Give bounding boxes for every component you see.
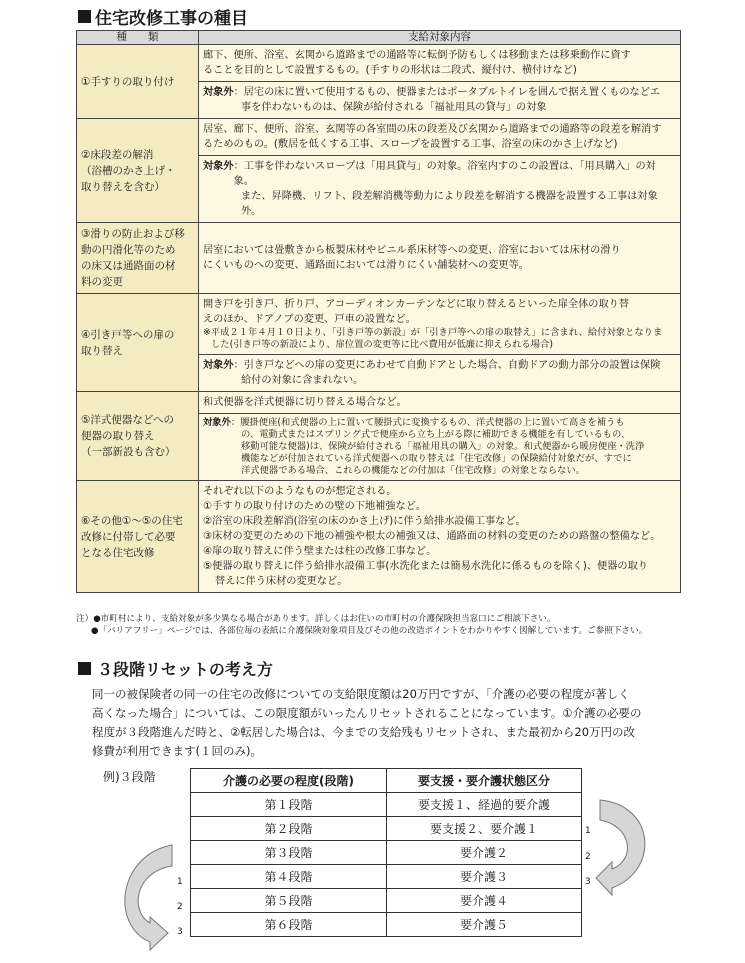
content-line: るためのもの。(敷居を低くする工事、スロープを設置する工事、浴室の床のかさ上げなど): [203, 139, 618, 150]
level-cell: 第１段階: [191, 793, 387, 817]
classification-cell: 要介護５: [387, 913, 582, 937]
category-label: （一部新設も含む）: [81, 446, 176, 458]
exclusion-line: 機能などが付加されている洋式便器への取り替えは「住宅改修」の保険給付対象だが、すでに: [241, 453, 632, 464]
exclusion-line: ：腰掛便座(和式便器の上に置いて腰掛式に変換するもの、洋式便器の上に置いて高さを補うも: [230, 417, 625, 428]
level-cell: 第２段階: [191, 817, 387, 841]
category-label: ③滑りの防止および移: [81, 228, 185, 240]
content-line: ることを目的として設置するもの。(手すりの形状は二段式、縦付け、横付けなど): [203, 65, 577, 76]
level-cell: 第４段階: [191, 865, 387, 889]
step-number: 2: [177, 902, 183, 912]
exclusion-label: 対象外: [203, 161, 234, 172]
content-note: した(引き戸等の新設により、扉位置の変更等に比べ費用が低廉に抑えられる場合): [211, 339, 553, 350]
classification-cell: 要介護２: [387, 841, 582, 865]
content-line: 和式便器を洋式便器に切り替える場合など。: [203, 397, 407, 408]
category-label: 料の変更: [81, 276, 123, 288]
content-line: ①手すりの取り付けのための壁の下地補強など。: [203, 501, 427, 512]
content-line: 廊下、便所、浴室、玄関から道路までの通路等に転倒予防もしくは移動または移乗動作に資す: [203, 50, 631, 61]
content-line: ④扉の取り替えに伴う壁または柱の改修工事など。: [203, 546, 437, 557]
exclusion-line: の、電動式またはスプリング式で便座から立ち上がる際に補助できる機能を有しているもの、: [241, 429, 631, 440]
category-label: ④引き戸等への扉の: [81, 328, 175, 341]
category-label: 取り替え: [81, 344, 123, 357]
content-note: ※平成２１年４月１０日より、「引き戸等の新設」が「引き戸等への扉の取替え」に含まれ、給付対象となりま: [203, 327, 663, 338]
paragraph-line: 修費が利用できます(１回のみ)。: [92, 744, 262, 758]
exclusion-line: 事を伴わないものは、保険が給付される「福祉用具の貸与」の対象: [241, 102, 547, 113]
header-content: 支給対象内容: [199, 31, 681, 45]
content-line: 居室、廊下、便所、浴室、玄関等の各室間の床の段差及び玄関から道路までの通路等の段差を解消す: [203, 124, 662, 135]
step-number: 3: [177, 927, 183, 937]
exclusion-line: また、昇降機、リフト、段差解消機等動力により段差を解消する機器を設置する工事は対象外。: [241, 191, 658, 217]
section-title-text: 住宅改修工事の種目: [95, 9, 248, 29]
curved-arrow-right-icon: [596, 800, 645, 895]
content-line: それぞれ以下のようなものが想定される。: [203, 486, 397, 497]
paragraph-line: 程度が３段階進んだ時と、②転居した場合は、今までの支給残もリセットされ、また最初から20万円の改: [92, 725, 636, 739]
classification-cell: 要支援２、要介護１: [387, 817, 582, 841]
exclusion-line: 移動可能な便器)は、保険が給付される「福祉用具の購入」の対象。和式便器から暖房便座・洗浄: [241, 441, 645, 452]
category-label: 取り替えを含む）: [81, 180, 165, 193]
content-line: 開き戸を引き戸、折り戸、アコーディオンカーテンなどに取り替えるといった扉全体の取り替: [203, 299, 630, 310]
exclusion-line: ：居宅の床に置いて使用するもの、便器またはポータブルトイレを囲んで据え置くものなどエ: [233, 87, 661, 98]
level-cell: 第６段階: [191, 913, 387, 937]
category-label: ②床段差の解消: [81, 148, 154, 161]
exclusion-line: ：工事を伴わないスロープは「用具貸与」の対象。浴室内すのこの設置は、「用具購入」の対象。: [233, 161, 656, 187]
content-line: にくいものへの変更、通路面においては滑りにくい舗装材への変更等。: [203, 260, 529, 271]
header-classification: 要支援・要介護状態区分: [387, 769, 582, 793]
exclusion-label: 対象外: [203, 417, 231, 428]
category-label: ①手すりの取り付け: [81, 75, 175, 88]
classification-cell: 要介護４: [387, 889, 582, 913]
exclusion-line: 洋式便器である場合、これらの機能などの付加は「住宅改修」の対象とならない。: [241, 465, 585, 476]
paragraph-line: 高くなった場合」については、この限度額がいったんリセットされることになっています。①介護の必要の: [92, 706, 642, 720]
category-label: ⑤洋式便器などへの: [81, 414, 174, 426]
content-line: 居室においては畳敷きから板製床材やビニル系床材等への変更、浴室においては床材の滑り: [203, 245, 621, 256]
level-cell: 第３段階: [191, 841, 387, 865]
footnote-line: ●「バリアフリー」ページでは、各部位毎の表紙に介護保険対象項目及びその他の改造ポイントをわかりやすく図解しています。ご参照下さい。: [91, 626, 648, 636]
category-label: 改修に付帯して必要: [81, 530, 176, 543]
content-line: えのほか、ドアノブの変更、戸車の設置など。: [203, 314, 416, 325]
header-level: 介護の必要の程度(段階): [191, 769, 387, 793]
classification-cell: 要介護３: [387, 865, 582, 889]
exclusion-label: 対象外: [203, 87, 234, 98]
step-number: 3: [585, 877, 591, 887]
paragraph-line: 同一の被保険者の同一の住宅の改修についての支給限度額は20万円ですが、「介護の必要の程度が著しく: [92, 687, 630, 701]
step-number: 1: [177, 877, 183, 887]
exclusion-line: ：引き戸などへの扉の変更にあわせて自動ドアとした場合、自動ドアの動力部分の設置は保険: [233, 360, 661, 371]
exclusion-label: 対象外: [203, 360, 234, 371]
level-cell: 第５段階: [191, 889, 387, 913]
category-label: となる住宅改修: [81, 546, 155, 559]
curved-arrow-left-icon: [125, 845, 172, 950]
content-line: ③床材の変更のための下地の補強や根太の補強又は、通路面の材料の変更のための路盤の整備など。: [203, 531, 661, 542]
footnote-line: 注）●市町村により、支給対象が多少異なる場合があります。詳しくはお住いの市町村の介護保険担当窓口にご相談下さい。: [76, 614, 556, 624]
category-label: 動の円滑化等のため: [81, 244, 176, 256]
content-line: 替えに伴う床材の変更など。: [215, 576, 348, 587]
exclusion-line: 給付の対象に含まれない。: [241, 375, 364, 386]
classification-cell: 要支援１、経過的要介護: [387, 793, 582, 817]
category-label: ⑥その他①～⑤の住宅: [81, 514, 183, 527]
header-category: 種 類: [77, 31, 199, 45]
category-label: （浴槽のかさ上げ・: [81, 164, 176, 177]
section-title-text: ３段階リセットの考え方: [97, 660, 273, 679]
step-number: 2: [585, 852, 591, 862]
category-label: の床又は通路面の材: [81, 260, 176, 272]
content-line: ⑤便器の取り替えに伴う給排水設備工事(水洗化または簡易水洗化に係るものを除く)、便器の取り: [203, 561, 648, 572]
step-number: 1: [585, 826, 591, 836]
category-label: 便器の取り替え: [81, 430, 155, 442]
example-label: 例)３段階: [103, 770, 156, 784]
content-line: ②浴室の床段差解消(浴室の床のかさ上げ)に伴う給排水設備工事など。: [203, 516, 526, 527]
